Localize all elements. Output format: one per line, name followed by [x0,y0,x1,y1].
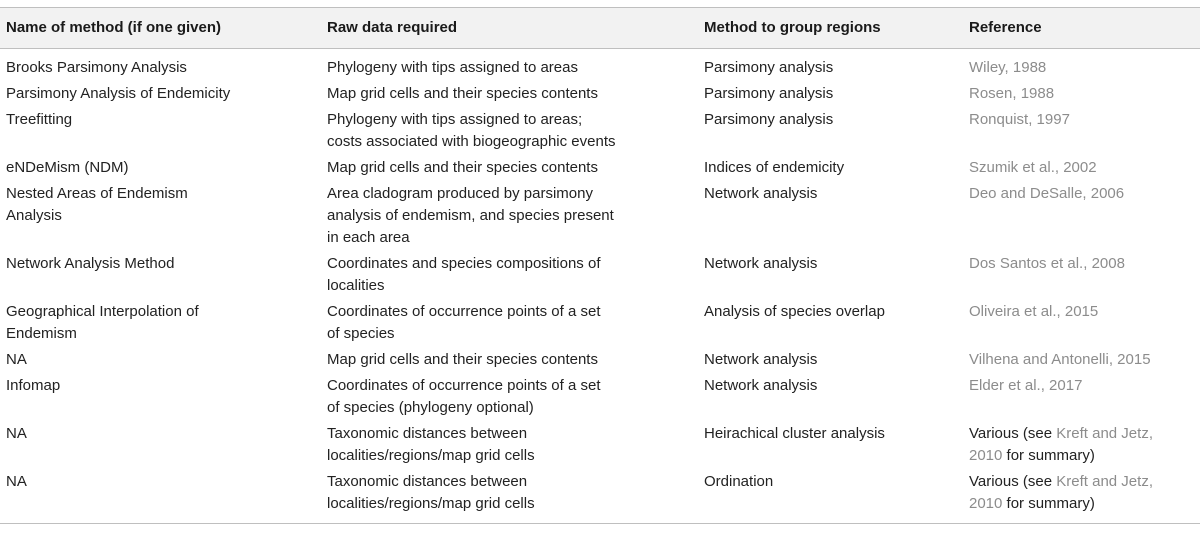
raw-data-line: Coordinates and species compositions of [327,255,601,272]
raw-data-line: localities/regions/map grid cells [327,495,535,512]
cell-raw-data [321,423,698,471]
cell-raw-data [321,375,698,423]
table-row [0,301,1200,349]
reference-link[interactable]: Oliveira et al., 2015 [969,303,1099,320]
raw-data-line: in each area [327,229,410,246]
raw-data-line: Taxonomic distances between [327,473,528,490]
reference-prefix: Various (see [969,473,1057,490]
cell-reference [963,109,1200,157]
reference-link[interactable]: Deo and DeSalle, 2006 [969,185,1125,202]
table-row [0,49,1200,84]
cell-method-name [0,349,321,375]
cell-reference [963,301,1200,349]
method-name-line: Infomap [6,377,61,394]
reference-link[interactable]: Kreft and Jetz, [1056,425,1153,442]
table-row [0,253,1200,301]
method-name-line: Network Analysis Method [6,255,175,272]
cell-method-name [0,253,321,301]
cell-reference [963,49,1200,84]
cell-reference [963,471,1200,524]
reference-link-year[interactable]: 2010 [969,495,1003,512]
reference-prefix: Various (see [969,425,1057,442]
method-name-line: NA [6,425,27,442]
cell-method-name [0,157,321,183]
table-row [0,183,1200,253]
cell-group-method: Network analysis [704,185,818,202]
cell-raw-data [321,349,698,375]
cell-method-name [0,375,321,423]
raw-data-line: Phylogeny with tips assigned to areas [327,59,578,76]
reference-link[interactable]: Vilhena and Antonelli, 2015 [969,351,1151,368]
raw-data-line: Coordinates of occurrence points of a set [327,303,601,320]
cell-group-method: Parsimony analysis [704,111,834,128]
cell-raw-data [321,253,698,301]
method-name-line: NA [6,473,27,490]
cell-group-method: Indices of endemicity [704,159,845,176]
cell-method-name [0,471,321,524]
reference-link[interactable]: Dos Santos et al., 2008 [969,255,1125,272]
header-reference: Reference [969,19,1042,36]
table-body [0,49,1200,524]
table-row [0,375,1200,423]
cell-raw-data [321,157,698,183]
raw-data-line: Phylogeny with tips assigned to areas; [327,111,583,128]
reference-link[interactable]: Kreft and Jetz, [1056,473,1153,490]
table-row [0,423,1200,471]
raw-data-line: of species (phylogeny optional) [327,399,534,416]
method-name-line: Nested Areas of Endemism [6,185,188,202]
cell-reference [963,183,1200,253]
reference-suffix: for summary) [1002,447,1095,464]
header-row [0,8,1200,49]
reference-link[interactable]: Ronquist, 1997 [969,111,1070,128]
method-name-line: Brooks Parsimony Analysis [6,59,187,76]
raw-data-line: costs associated with biogeographic events [327,133,616,150]
raw-data-line: analysis of endemism, and species present [327,207,614,224]
header-group-method: Method to group regions [704,19,881,36]
cell-group-method: Parsimony analysis [704,59,834,76]
cell-reference [963,375,1200,423]
header-raw-data: Raw data required [327,19,458,36]
method-name-line: Analysis [6,207,62,224]
cell-reference [963,83,1200,109]
cell-group-method: Analysis of species overlap [704,303,885,320]
raw-data-line: Taxonomic distances between [327,425,528,442]
cell-method-name [0,301,321,349]
reference-link[interactable]: Wiley, 1988 [969,59,1047,76]
table-row [0,83,1200,109]
reference-suffix: for summary) [1002,495,1095,512]
cell-method-name [0,49,321,84]
method-name-line: Treefitting [6,111,73,128]
cell-method-name [0,83,321,109]
cell-raw-data [321,49,698,84]
cell-raw-data [321,471,698,524]
cell-group-method: Network analysis [704,255,818,272]
cell-group-method: Network analysis [704,377,818,394]
cell-group-method: Network analysis [704,351,818,368]
cell-raw-data [321,183,698,253]
cell-reference [963,157,1200,183]
method-name-line: Parsimony Analysis of Endemicity [6,85,231,102]
reference-link[interactable]: Szumik et al., 2002 [969,159,1097,176]
raw-data-line: of species [327,325,395,342]
raw-data-line: Map grid cells and their species contents [327,351,598,368]
method-name-line: eNDeMism (NDM) [6,159,129,176]
raw-data-line: Area cladogram produced by parsimony [327,185,593,202]
cell-group-method: Heirachical cluster analysis [704,425,885,442]
methods-table [0,7,1200,524]
reference-link[interactable]: Rosen, 1988 [969,85,1055,102]
cell-raw-data [321,109,698,157]
cell-raw-data [321,301,698,349]
cell-method-name [0,109,321,157]
cell-method-name [0,423,321,471]
method-name-line: NA [6,351,27,368]
reference-link-year[interactable]: 2010 [969,447,1003,464]
raw-data-line: localities/regions/map grid cells [327,447,535,464]
cell-reference [963,253,1200,301]
cell-method-name [0,183,321,253]
table-row [0,157,1200,183]
method-name-line: Geographical Interpolation of [6,303,199,320]
raw-data-line: Map grid cells and their species contents [327,85,598,102]
raw-data-line: Map grid cells and their species contents [327,159,598,176]
raw-data-line: Coordinates of occurrence points of a set [327,377,601,394]
cell-group-method: Parsimony analysis [704,85,834,102]
header-method-name: Name of method (if one given) [6,19,222,36]
raw-data-line: localities [327,277,385,294]
method-name-line: Endemism [6,325,77,342]
reference-link[interactable]: Elder et al., 2017 [969,377,1083,394]
cell-reference [963,349,1200,375]
table-header [0,8,1200,49]
table-row [0,471,1200,524]
table-row [0,349,1200,375]
cell-reference [963,423,1200,471]
cell-raw-data [321,83,698,109]
cell-group-method: Ordination [704,473,774,490]
table-row [0,109,1200,157]
